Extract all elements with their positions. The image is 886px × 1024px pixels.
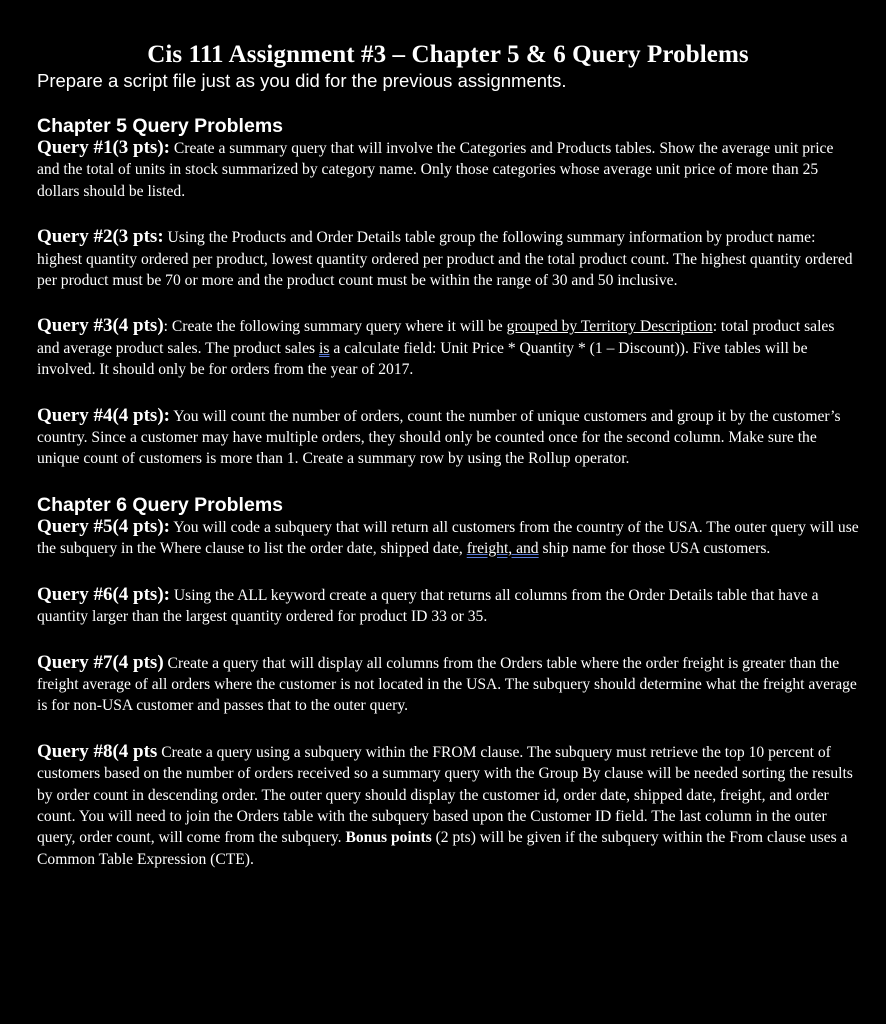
query-4 <box>37 405 859 470</box>
query-6-text: Using the ALL keyword create a query that returns all columns from the Order Details table that have a quantity larger than the largest quantity ordered for product ID 33 or 35. <box>37 586 819 626</box>
intro-text: Prepare a script file just as you did for the previous assignments. <box>37 70 567 91</box>
query-8-bonus: Bonus points <box>345 829 432 847</box>
query-3 <box>37 315 859 380</box>
query-5-grammar-mark: freight, and <box>466 540 539 558</box>
query-3-text-c: a calculate field: Unit Price * Quantity * (1 – Discount)). Five tables will be involved. It should only be for orders from the year of 2017. <box>37 339 808 379</box>
query-3-text-a: : Create the following summary query where it will be <box>163 318 507 336</box>
document-title: Cis 111 Assignment #3 – Chapter 5 & 6 Query Problems <box>147 41 749 68</box>
query-3-underlined-text: grouped by Territory Description <box>506 318 713 336</box>
chapter6-heading: Chapter 6 Query Problems <box>37 493 283 516</box>
query-5-text-a: You will code a subquery that will return all customers from the country of the USA. The outer query will use the subquery in the Where clause to list the order date, shipped date, <box>37 518 859 558</box>
query-5-label: Query #5(4 pts): <box>37 515 170 537</box>
query-5 <box>37 516 859 560</box>
query-3-grammar-mark: is <box>319 339 330 357</box>
query-1 <box>37 137 859 202</box>
query-2-label: Query #2(3 pts: <box>37 226 164 248</box>
query-2-text: Using the Products and Order Details table group the following summary information by product name: highest quantity ordered per product, lowest quantity ordered per product and the total product count. The highest quantity ordered per product must be 70 or more and the product count must be within the range of 30 and 50 inclusive. <box>37 229 853 290</box>
query-7-label: Query #7(4 pts) <box>37 651 164 673</box>
query-5-text-b: ship name for those USA customers. <box>538 540 771 558</box>
query-8-text-b: (2 pts) will be given if the subquery within the From clause uses a Common Table Expression (CTE). <box>37 829 848 868</box>
query-6-label: Query #6(4 pts): <box>37 583 170 605</box>
query-4-text: You will count the number of orders, count the number of unique customers and group it by the customer’s country. Since a customer may have multiple orders, they should only be counted once for the second column. Make sure the unique count of customers is more than 1. Create a summary row by using the Rollup operator. <box>37 407 841 468</box>
query-7 <box>37 652 859 717</box>
assignment-document <box>37 40 859 870</box>
query-4-label: Query #4(4 pts): <box>37 404 170 426</box>
query-1-text: Create a summary query that will involve the Categories and Products tables. Show the average unit price and the total of units in stock summarized by category name. Only those categories whose average unit price of more than 25 dollars should be listed. <box>37 140 834 200</box>
query-8-text-a: Create a query using a subquery within the FROM clause. The subquery must retrieve the top 10 percent of customers based on the number of orders received so a summary query with the Group By clause will be needed sorting the results by order count in descending order. The outer query should display the customer id, order date, shipped date, freight, and order count. You will need to join the Orders table with the subquery based upon the Customer ID field. The last column in the outer query, order count, will come from the subquery. <box>37 743 853 847</box>
query-3-text-b: : total product sales and average product sales. The product sales <box>37 318 835 357</box>
query-2 <box>37 226 859 291</box>
chapter5-heading: Chapter 5 Query Problems <box>37 115 283 137</box>
query-8 <box>37 741 859 870</box>
query-1-label: Query #1(3 pts): <box>37 137 170 158</box>
query-6 <box>37 584 859 628</box>
query-8-label: Query #8(4 pts <box>37 740 158 762</box>
query-7-text: Create a query that will display all columns from the Orders table where the order freight is greater than the freight average of all orders where the customer is not located in the USA. The subquery should determine what the freight average is for non-USA customer and passes that to the outer query. <box>37 654 857 715</box>
query-3-label: Query #3(4 pts) <box>37 315 164 337</box>
